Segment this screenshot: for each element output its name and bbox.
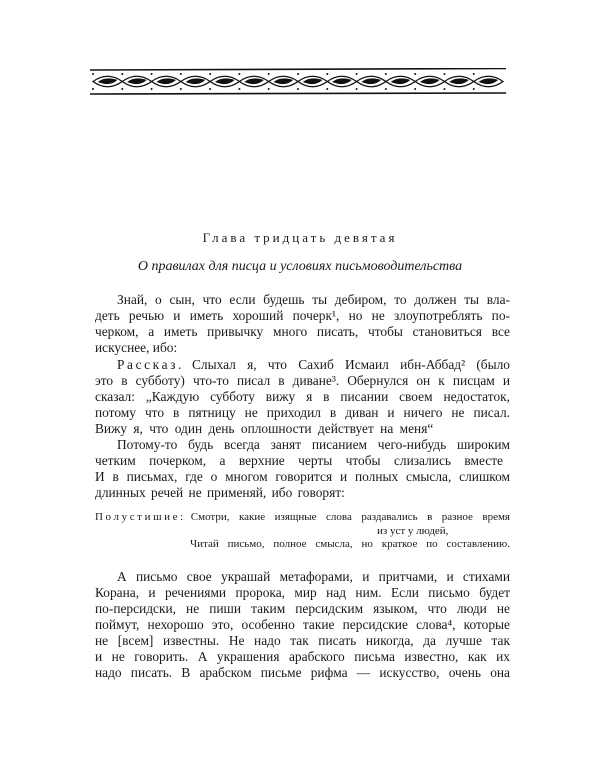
paragraph-line: поймут, нехорошо это, особенно такие персидские слова⁴, которые [95, 617, 510, 632]
ornament-dot [209, 73, 211, 75]
ornament-leaf [156, 78, 176, 84]
ornament-dot [297, 88, 299, 90]
ornament-dot [151, 88, 153, 90]
ornament-leaf [420, 78, 440, 84]
ornament-dot [180, 88, 182, 90]
ornament-leaf [98, 78, 118, 84]
paragraph-line: Знай, о сын, что если будешь ты дебиром, то должен ты вла- [117, 292, 510, 307]
ornament-dot [326, 88, 328, 90]
ornament-leaf [127, 78, 147, 84]
paragraph-line: Корана, и речениями пророка, мир над ним. Если письмо будет [95, 585, 510, 600]
ornament-dot [326, 73, 328, 75]
ornament-leaf [449, 78, 469, 84]
ornament-dot [473, 88, 475, 90]
ornament-dot [356, 88, 358, 90]
ornament-dot [121, 88, 123, 90]
verse-line: Смотри, какие изящные слова раздавались в разное время [190, 511, 510, 523]
paragraph-line: Слыхал я, что Сахиб Исмаил ибн-Аббад² (было [191, 357, 510, 372]
ornament-dot [209, 88, 211, 90]
ornament-dot [151, 73, 153, 75]
decorative-border-ornament [90, 68, 506, 96]
ornament-leaf [332, 78, 352, 84]
ornament-leaf [303, 78, 323, 84]
paragraph-line: по-персидски, не пиши таким персидским языком, что люди не [95, 601, 510, 616]
ornament-leaf [186, 78, 206, 84]
paragraph-line: А письмо свое украшай метафорами, и притчами, и стихами [117, 569, 510, 584]
paragraph-line: потому что в пятницу не приходил в диван и ничего не писал. [95, 405, 510, 420]
verse-first-line [95, 511, 510, 524]
ornament-dot [297, 73, 299, 75]
story-label: Рассказ. [117, 357, 184, 372]
chapter-subtitle: О правилах для писца и условиях письмоводительства [137, 259, 463, 274]
ornament-dot [268, 73, 270, 75]
ornament-dot [180, 73, 182, 75]
verse-line: Читай письмо, полное смысла, но краткое по составлению. [190, 538, 510, 550]
paragraph-line: Потому-то будь всегда занят писанием чего-нибудь широким [117, 437, 510, 452]
ornament-leaf [215, 78, 235, 84]
ornament-dot [443, 73, 445, 75]
story-first-line [117, 357, 510, 373]
verse-label: Полустишие: [95, 511, 186, 523]
paragraph-line: И в письмах, где о многом говорится и полных смысла, слишком [95, 469, 510, 484]
paragraph-line: искуснее, ибо: [95, 340, 178, 355]
verse-line-continuation: из уст у людей, [377, 525, 449, 537]
ornament-leaf [244, 78, 264, 84]
paragraph-line: длинных речей не применяй, ибо говорят: [95, 485, 345, 500]
chapter-title: Глава тридцать девятая [202, 230, 398, 245]
ornament-dot [238, 88, 240, 90]
ornament-dot [238, 73, 240, 75]
ornament-dot [92, 73, 94, 75]
ornament-dot [414, 73, 416, 75]
ornament-leaf [274, 78, 294, 84]
paragraph-line: это в субботу) что-то писал в диване³. Обернулся он к писцам и [95, 373, 510, 388]
ornament-dot [121, 73, 123, 75]
paragraph-line: сказал: „Каждую субботу вижу я в писании своем недостаток, [95, 389, 510, 404]
ornament-leaf [391, 78, 411, 84]
ornament-leaf [479, 78, 499, 84]
paragraph-line: четким почерком, а верхние черты чтобы слизались вместе [95, 453, 503, 468]
ornament-dot [385, 73, 387, 75]
paragraph-line: и не говорить. А украшения арабского письма известно, как их [95, 649, 510, 664]
ornament-leaf [361, 78, 381, 84]
paragraph-line: деть речью и иметь хороший почерк¹, но не злоупотреблять по- [95, 308, 510, 323]
ornament-dot [92, 88, 94, 90]
paragraph-line: Вижу я, что один день оплошности действует на меня“ [95, 421, 434, 436]
ornament-dot [268, 88, 270, 90]
paragraph-line: надо писать. В арабском письме рифма — искусство, очень она [95, 665, 510, 680]
ornament-dot [356, 73, 358, 75]
ornament-dot [473, 73, 475, 75]
paragraph-line: не [всем] известны. Не надо так писать никогда, да лучше так [95, 633, 510, 648]
paragraph-line: черком, а иметь привычку много писать, чтобы становиться все [95, 324, 510, 339]
ornament-dot [443, 88, 445, 90]
ornament-dot [385, 88, 387, 90]
ornament-dot [414, 88, 416, 90]
